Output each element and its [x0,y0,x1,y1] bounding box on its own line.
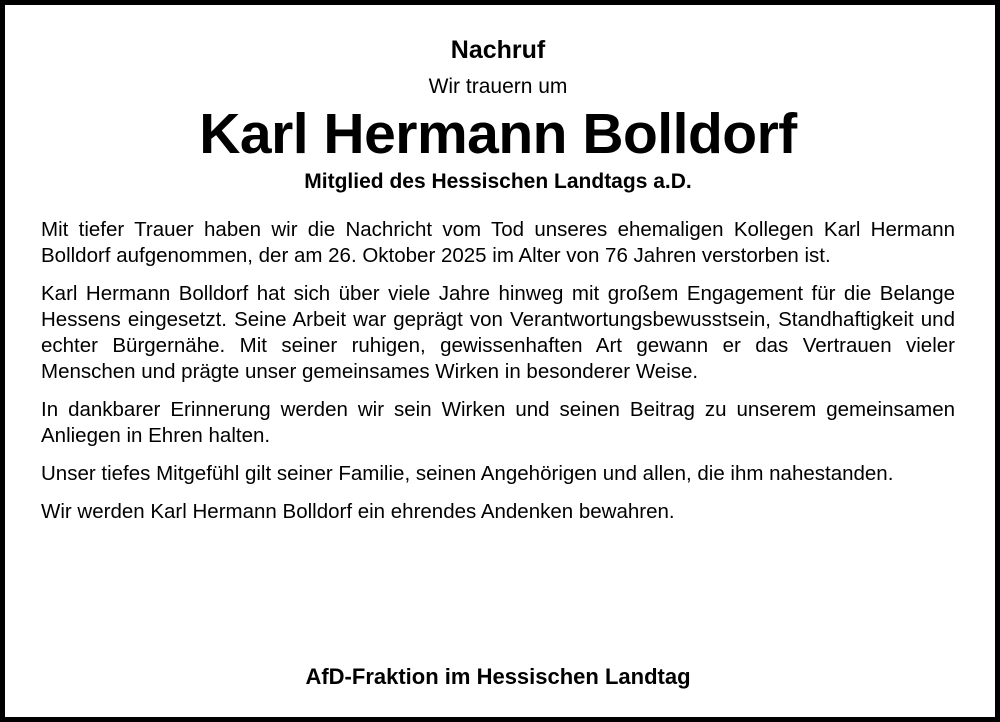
notice-body [41,217,955,525]
notice-intro: Wir trauern um [428,75,568,98]
obituary-notice [41,32,955,689]
body-paragraph: Unser tiefes Mitgefühl gilt seiner Familie, seinen Angehörigen und allen, die ihm nahestanden. [41,462,894,485]
body-paragraph: Mit tiefer Trauer haben wir die Nachricht vom Tod unseres ehemaligen Kollegen Karl Hermann Bolldorf aufgenommen, der am 26. Oktober 2025 im Alter von 76 Jahren verstorben ist. [41,218,955,267]
body-paragraph: Karl Hermann Bolldorf hat sich über viele Jahre hinweg mit großem Engagement für die Belange Hessens eingesetzt. Seine Arbeit war geprägt von Verantwortungsbewusstsein, Standhaftigkeit und echter Bürgernähe. Mit seiner ruhigen, gewissenhaften Art gewann er das Vertrauen vieler Menschen und prägte unser gemeinsames Wirken in besonderer Weise. [41,282,955,383]
body-paragraph: Wir werden Karl Hermann Bolldorf ein ehrendes Andenken bewahren. [41,500,675,523]
body-paragraph: In dankbarer Erinnerung werden wir sein Wirken und seinen Beitrag zu unserem gemeinsamen Anliegen in Ehren halten. [41,398,955,447]
notice-heading: Nachruf [450,36,546,64]
deceased-name: Karl Hermann Bolldorf [199,102,797,166]
deceased-role: Mitglied des Hessischen Landtags a.D. [304,170,692,193]
signature: AfD-Fraktion im Hessischen Landtag [305,664,691,689]
